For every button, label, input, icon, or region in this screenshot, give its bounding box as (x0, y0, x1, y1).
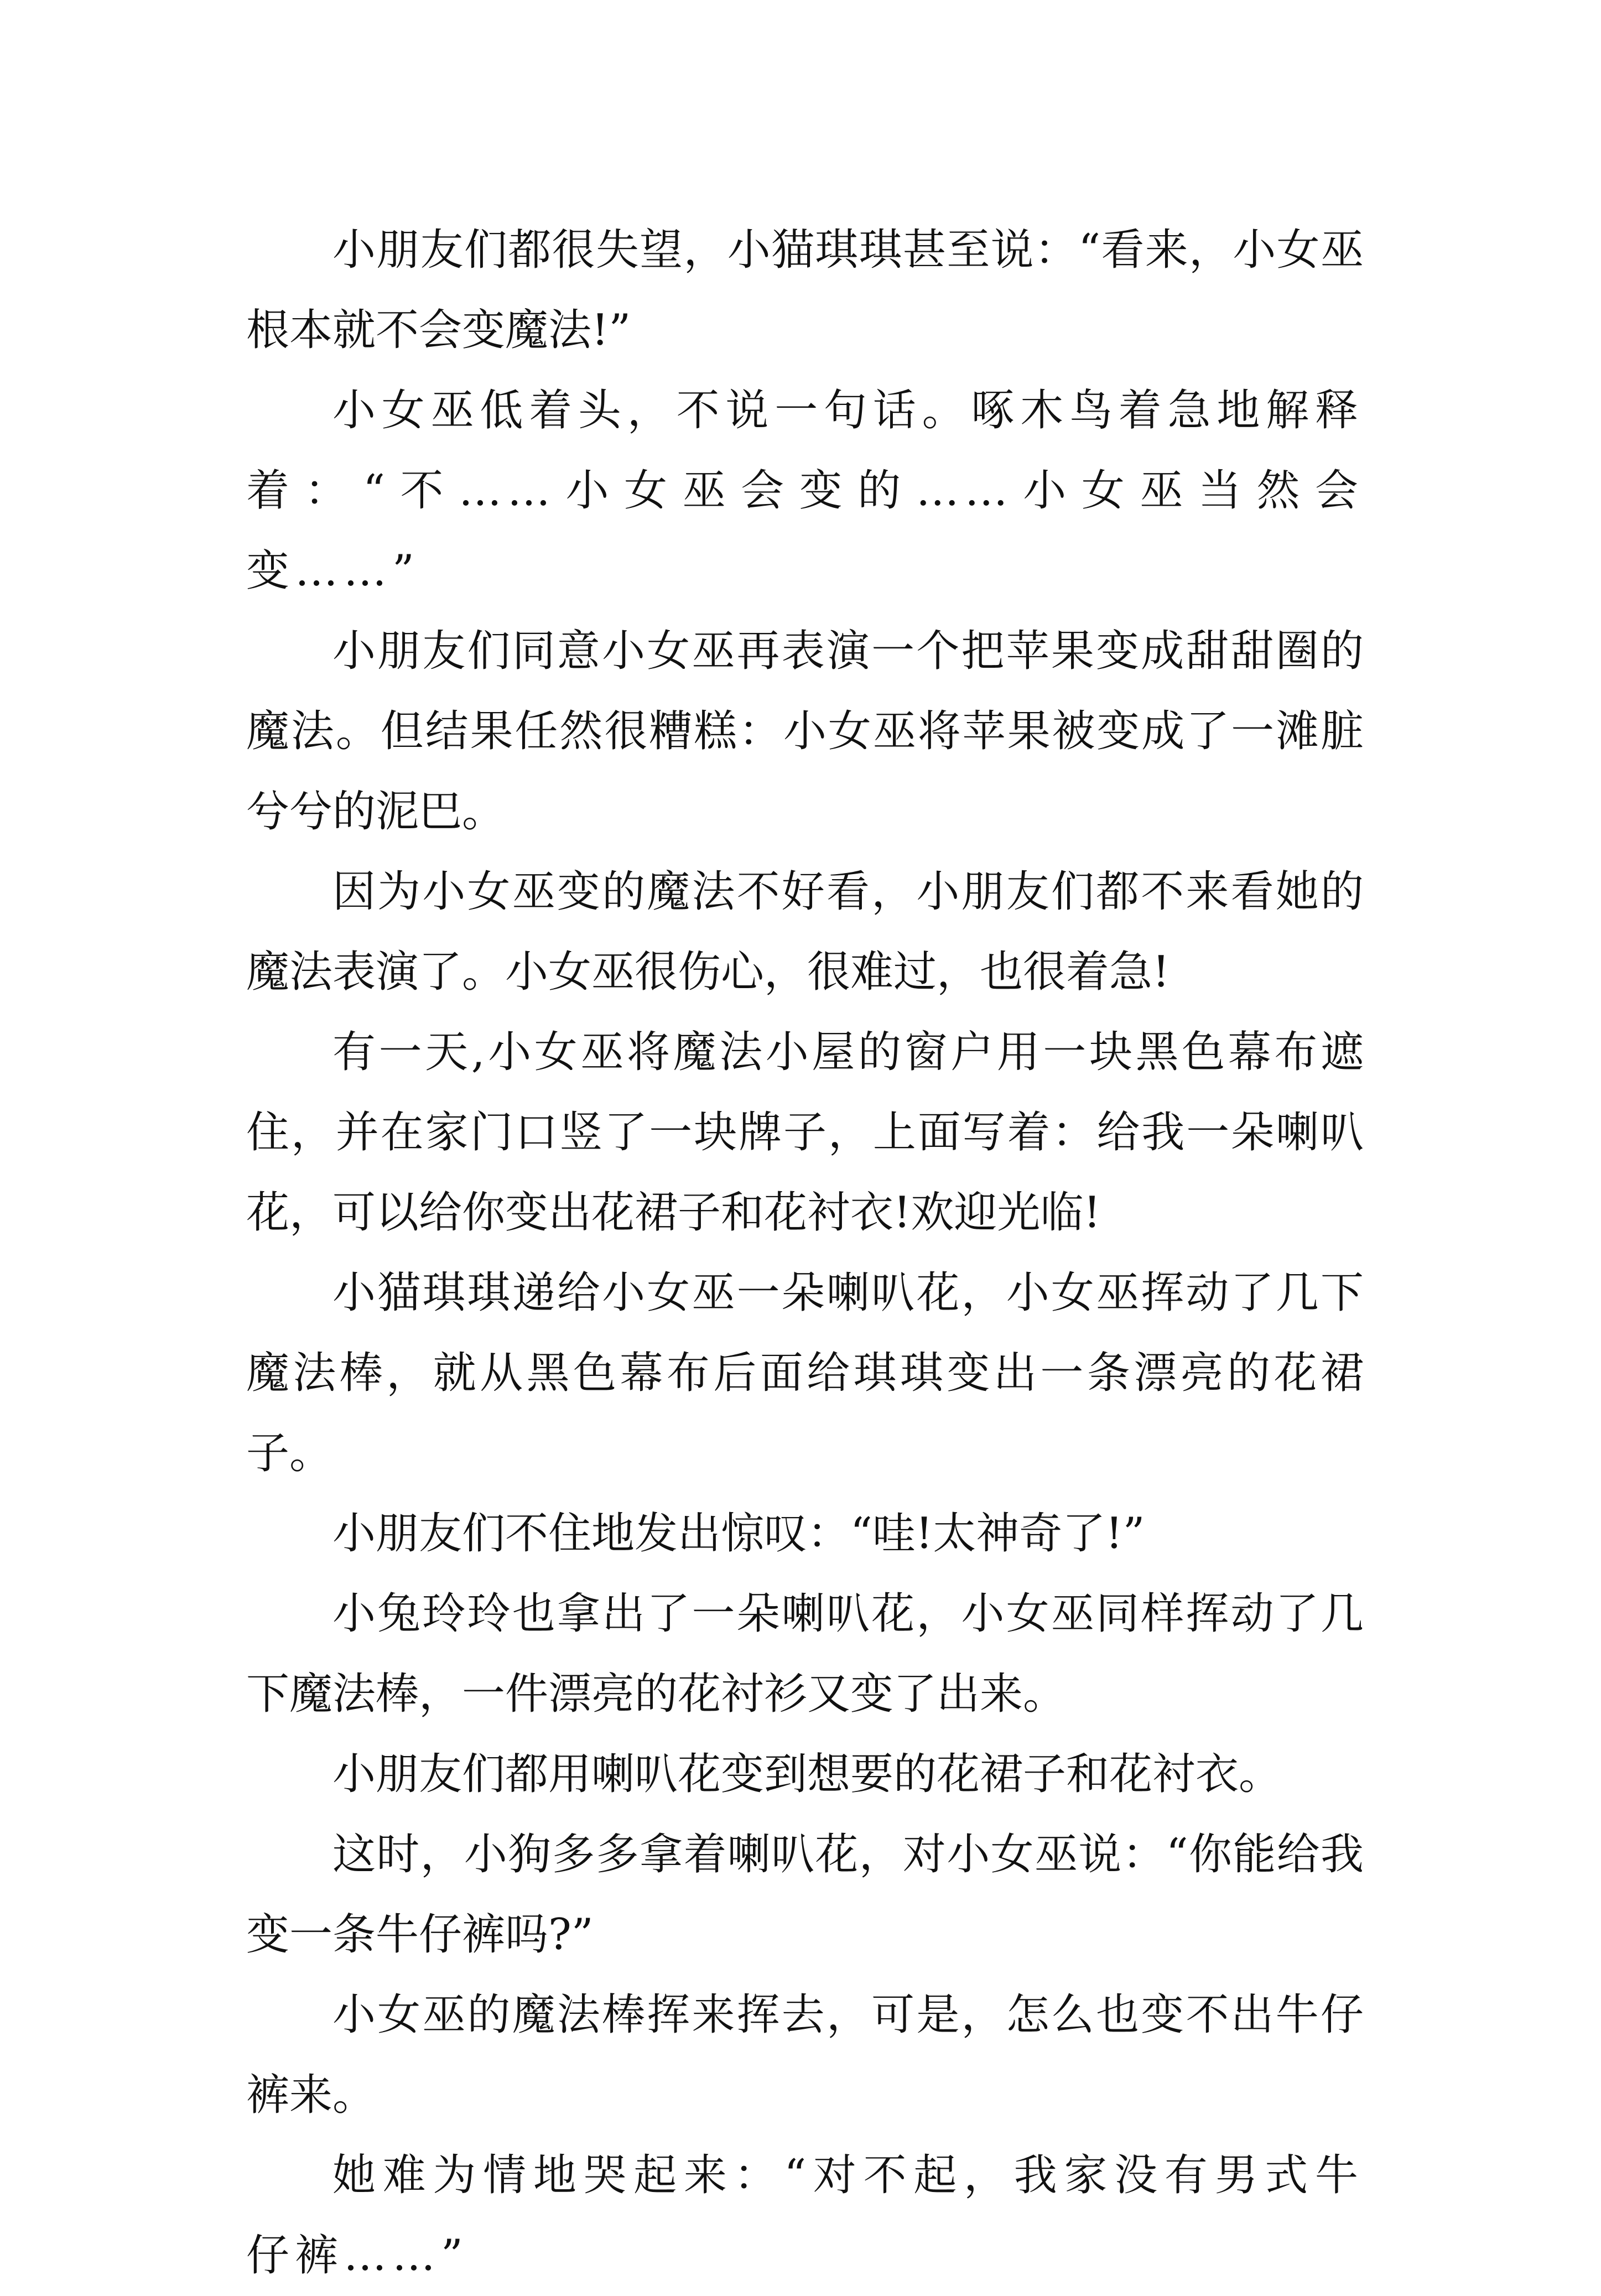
paragraph-7: 小朋友们不住地发出惊叹：“哇!太神奇了!” (332, 1509, 1145, 1559)
paragraph-11: 小女巫的魔法棒挥来挥去，可是，怎么也变不出牛仔裤来。 (246, 1990, 1364, 2120)
paragraph-6: 小猫琪琪递给小女巫一朵喇叭花，小女巫挥动了几下魔法棒，就从黑色幕布后面给琪琪变出一条漂亮的花裙子。 (246, 1268, 1364, 1478)
paragraph-10: 这时，小狗多多拿着喇叭花，对小女巫说：“你能给我变一条牛仔裤吗?” (246, 1830, 1364, 1960)
paragraph-1: 小朋友们都很失望，小猫琪琪甚至说：“看来，小女巫根本就不会变魔法!” (246, 225, 1364, 355)
story-text (246, 210, 1364, 2296)
paragraph-2: 小女巫低着头，不说一句话。啄木鸟着急地解释着：“不……小女巫会变的……小女巫当然会变……” (246, 386, 1364, 596)
paragraph-5: 有一天,小女巫将魔法小屋的窗户用一块黑色幕布遮住，并在家门口竖了一块牌子，上面写着：给我一朵喇叭花，可以给你变出花裙子和花衬衣!欢迎光临! (246, 1027, 1364, 1238)
paragraph-3: 小朋友们同意小女巫再表演一个把苹果变成甜甜圈的魔法。但结果任然很糟糕：小女巫将苹果被变成了一滩脏兮兮的泥巴。 (246, 626, 1364, 837)
paragraph-4: 因为小女巫变的魔法不好看，小朋友们都不来看她的魔法表演了。小女巫很伤心，很难过，也很着急! (246, 867, 1364, 997)
paragraph-12: 她难为情地哭起来：“对不起，我家没有男式牛仔裤……” (246, 2150, 1364, 2281)
paragraph-9: 小朋友们都用喇叭花变到想要的花裙子和花衬衣。 (332, 1749, 1282, 1799)
paragraph-8: 小兔玲玲也拿出了一朵喇叭花，小女巫同样挥动了几下魔法棒，一件漂亮的花衬衫又变了出来。 (246, 1589, 1364, 1719)
